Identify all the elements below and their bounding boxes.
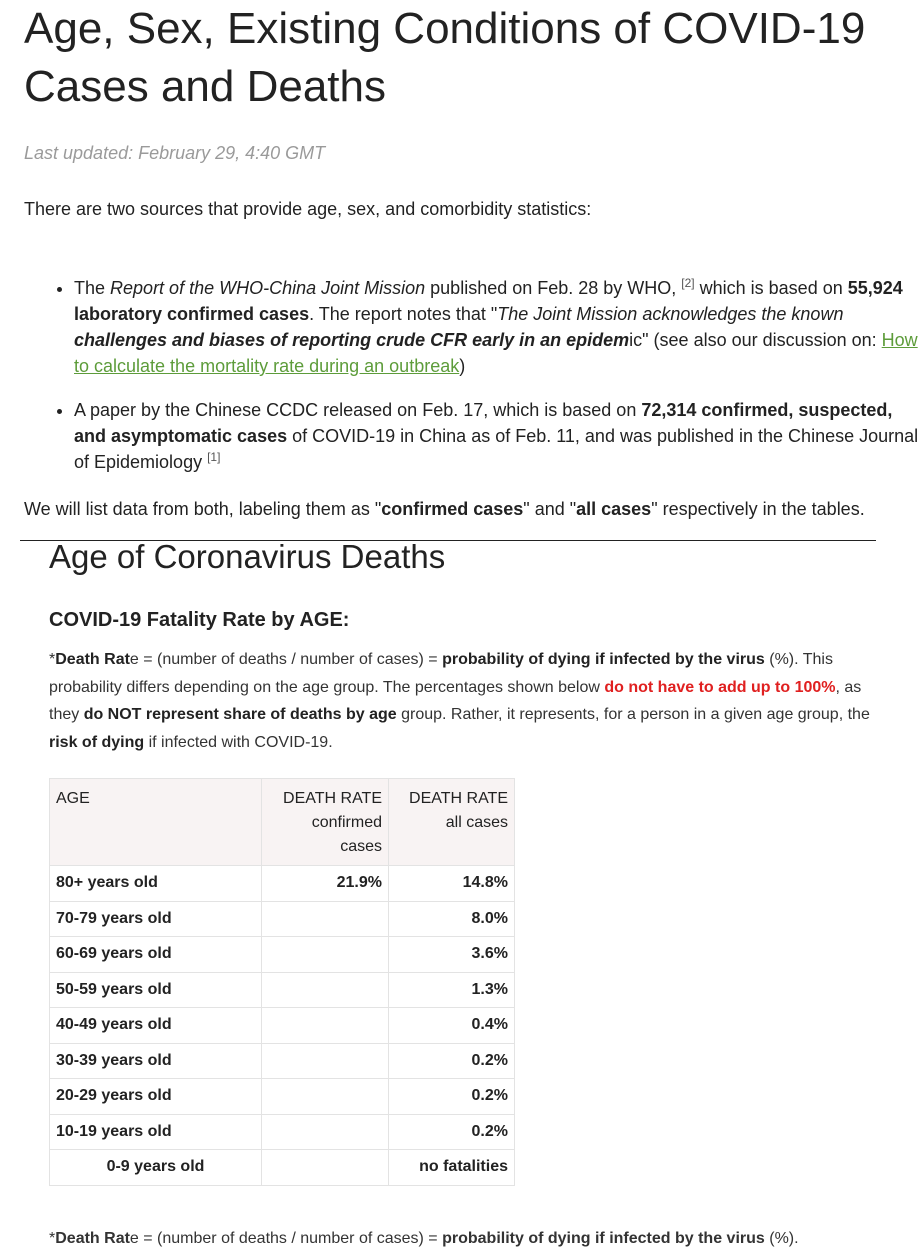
age-cell: 80+ years old xyxy=(50,866,262,902)
all-cases-cell: 8.0% xyxy=(389,901,515,937)
reference-link[interactable]: [1] xyxy=(207,450,221,464)
table-row xyxy=(50,1079,515,1115)
confirmed-cell xyxy=(262,1114,389,1150)
column-header-confirmed: DEATH RATE confirmed cases xyxy=(262,779,389,866)
column-header-all-cases: DEATH RATE all cases xyxy=(389,779,515,866)
confirmed-cell xyxy=(262,1150,389,1186)
all-cases-cell: 0.2% xyxy=(389,1043,515,1079)
column-header-age: AGE xyxy=(50,779,262,866)
all-cases-cell: 3.6% xyxy=(389,937,515,973)
confirmed-cell xyxy=(262,901,389,937)
age-cell: 10-19 years old xyxy=(50,1114,262,1150)
table-row xyxy=(50,1150,515,1186)
death-rate-note: *Death Rate = (number of deaths / number of cases) = probability of dying if infected by the virus (%). This probability differs depending on the age group. The percentages shown below do not have to add up to 100%, as they do NOT represent share of deaths by age group. Rather, it represents, for a person in a given age group, the risk of dying if infected with COVID-19. xyxy=(49,651,870,751)
all-cases-cell: 14.8% xyxy=(389,866,515,902)
age-cell: 70-79 years old xyxy=(50,901,262,937)
sources-list xyxy=(44,275,924,493)
table-row xyxy=(50,1114,515,1150)
table-row xyxy=(50,1008,515,1044)
list-item: • The Report of the WHO-China Joint Mission published on Feb. 28 by WHO, [2] which is based on 55,924 laboratory confirmed cases. The report notes that "The Joint Mission acknowledges the known challenges and biases of reporting crude CFR early in an epidemic" (see also our discussion on: How to calculate the mortality rate during an outbreak) xyxy=(74,275,924,379)
age-cell: 20-29 years old xyxy=(50,1079,262,1115)
age-cell: 0-9 years old xyxy=(50,1150,262,1186)
last-updated: Last updated: February 29, 4:40 GMT xyxy=(24,143,326,163)
confirmed-cell: 21.9% xyxy=(262,866,389,902)
all-cases-cell: no fatalities xyxy=(389,1150,515,1186)
reference-link[interactable]: [2] xyxy=(681,276,695,290)
table-header-row xyxy=(50,779,515,866)
table-heading: COVID-19 Fatality Rate by AGE: xyxy=(49,609,350,631)
confirmed-cell xyxy=(262,972,389,1008)
all-cases-cell: 0.2% xyxy=(389,1079,515,1115)
mortality-rate-link[interactable]: How to calculate the mortality rate during an outbreak xyxy=(74,330,918,376)
section-title: Age of Coronavirus Deaths xyxy=(49,538,446,575)
age-cell: 40-49 years old xyxy=(50,1008,262,1044)
table-row xyxy=(50,866,515,902)
all-cases-cell: 0.4% xyxy=(389,1008,515,1044)
table-row xyxy=(50,972,515,1008)
table-row xyxy=(50,1043,515,1079)
age-cell: 30-39 years old xyxy=(50,1043,262,1079)
confirmed-cell xyxy=(262,1043,389,1079)
fatality-rate-table xyxy=(49,778,515,1186)
death-rate-note-bottom: *Death Rate = (number of deaths / number of cases) = probability of dying if infected by the virus (%). xyxy=(49,1230,799,1247)
intro-text: There are two sources that provide age, sex, and comorbidity statistics: xyxy=(24,199,592,219)
report-title: Report of the WHO-China Joint Mission xyxy=(110,278,426,298)
list-item: • A paper by the Chinese CCDC released on Feb. 17, which is based on 72,314 confirmed, suspected, and asymptomatic cases of COVID-19 in China as of Feb. 11, and was published in the Chinese Journal of Epidemiology [1] xyxy=(74,397,924,475)
table-row xyxy=(50,901,515,937)
age-cell: 50-59 years old xyxy=(50,972,262,1008)
page-title: Age, Sex, Existing Conditions of COVID-19 Cases and Deaths xyxy=(24,4,866,111)
confirmed-cell xyxy=(262,937,389,973)
all-cases-cell: 1.3% xyxy=(389,972,515,1008)
confirmed-cell xyxy=(262,1079,389,1115)
age-cell: 60-69 years old xyxy=(50,937,262,973)
labeling-note: We will list data from both, labeling them as "confirmed cases" and "all cases" respectively in the tables. xyxy=(24,499,865,519)
all-cases-cell: 0.2% xyxy=(389,1114,515,1150)
table-row xyxy=(50,937,515,973)
confirmed-cell xyxy=(262,1008,389,1044)
